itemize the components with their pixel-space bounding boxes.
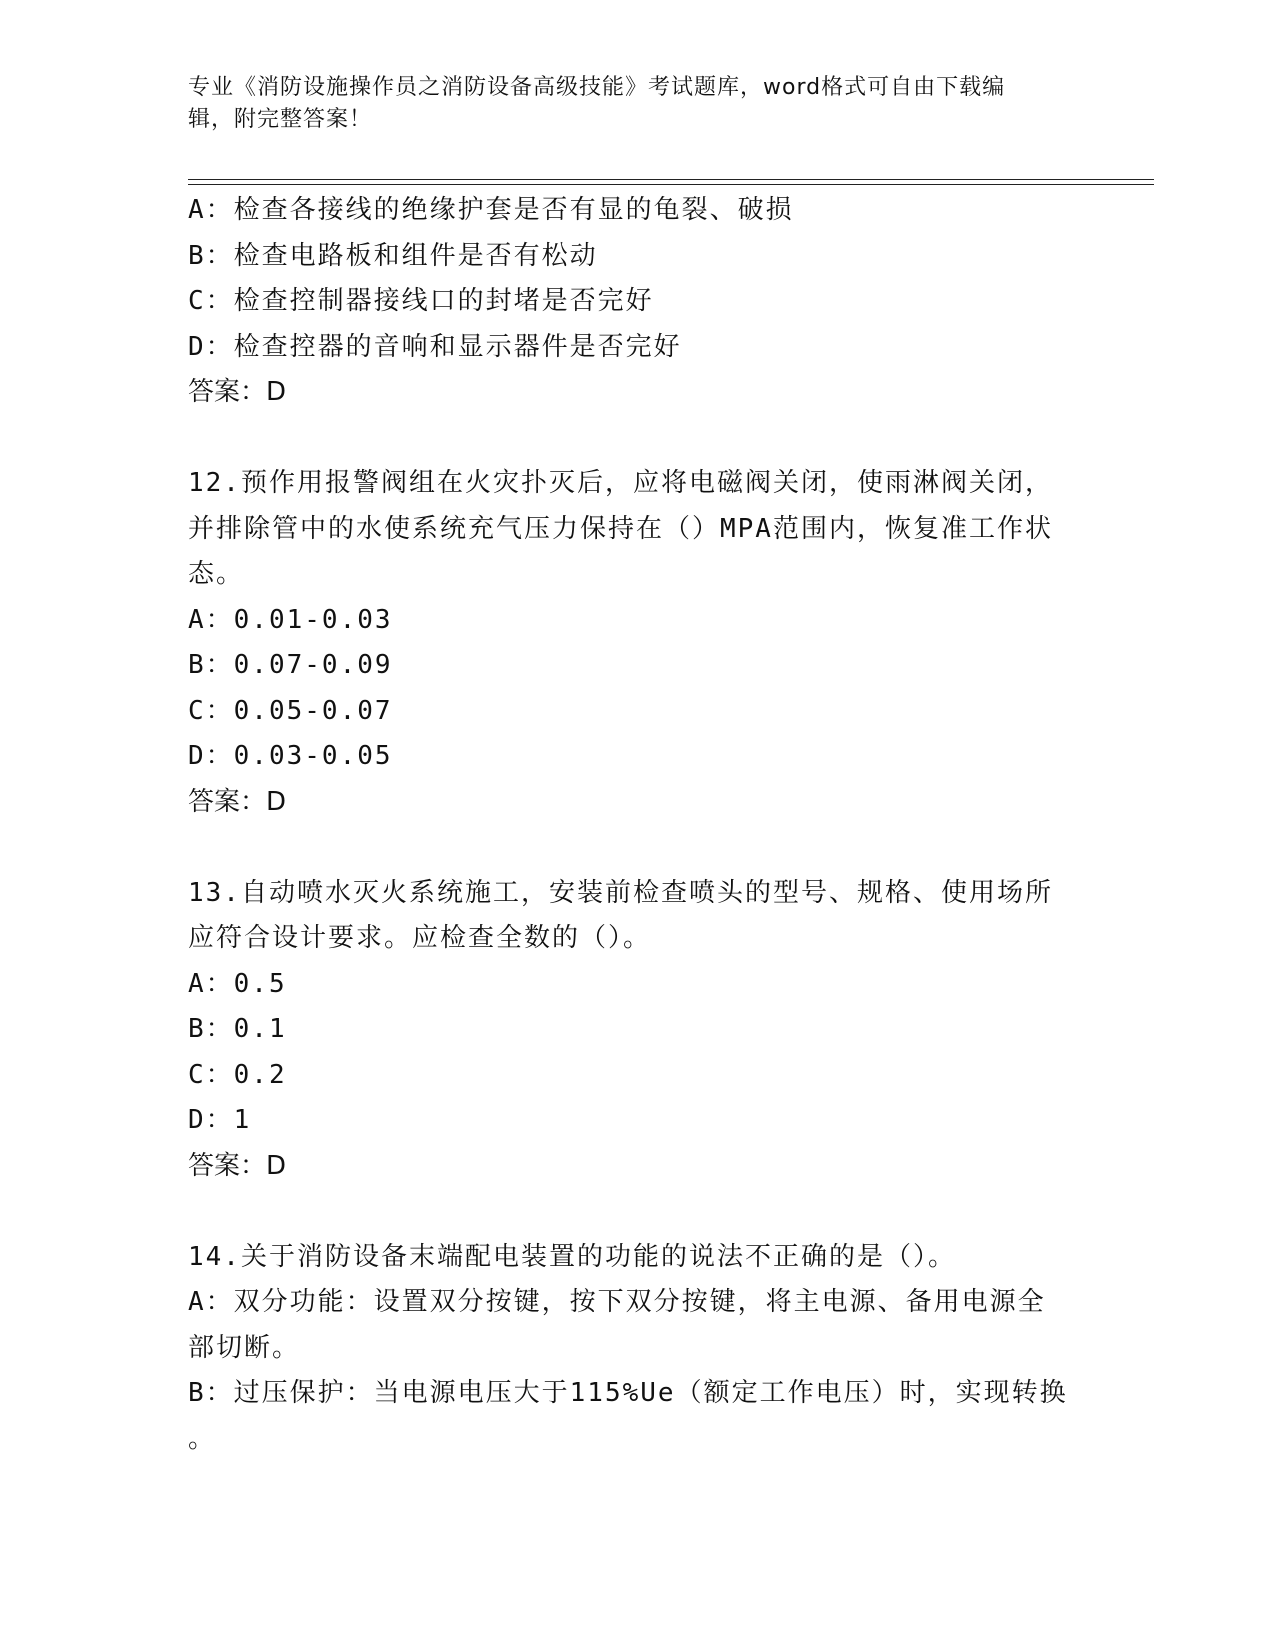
q12-stem-line-1: 12.预作用报警阀组在火灾扑灭后，应将电磁阀关闭，使雨淋阀关闭， xyxy=(188,468,1053,498)
header-divider-bottom xyxy=(188,184,1154,185)
q13-option-b: B：0.1 xyxy=(188,1014,287,1044)
q11-option-c: C：检查控制器接线口的封堵是否完好 xyxy=(188,286,654,316)
q14-option-b-cont: 。 xyxy=(188,1423,217,1454)
document-header xyxy=(188,72,1068,136)
q12-option-a: A：0.01-0.03 xyxy=(188,604,393,635)
spacer xyxy=(188,1189,1088,1235)
q11-option-d: D：检查控器的音响和显示器件是否完好 xyxy=(188,331,682,362)
header-divider-top xyxy=(188,179,1154,180)
spacer xyxy=(188,416,1088,462)
q13-option-a: A：0.5 xyxy=(188,968,287,999)
question-14-block xyxy=(188,1235,1088,1463)
q14-option-b: B：过压保护：当电源电压大于115%Ue（额定工作电压）时，实现转换 xyxy=(188,1378,1068,1408)
q13-option-c: C：0.2 xyxy=(188,1059,287,1090)
q12-answer: 答案：D xyxy=(188,786,287,817)
question-12-block xyxy=(188,461,1088,825)
q11-option-b: B：检查电路板和组件是否有松动 xyxy=(188,240,598,271)
header-line-2: 辑，附完整答案！ xyxy=(188,107,373,132)
q11-option-a: A：检查各接线的绝缘护套是否有显的龟裂、破损 xyxy=(188,195,794,225)
q13-stem-line-1: 13.自动喷水灭火系统施工，安装前检查喷头的型号、规格、使用场所 xyxy=(188,877,1053,908)
q13-answer: 答案：D xyxy=(188,1150,287,1181)
q12-option-d: D：0.03-0.05 xyxy=(188,741,393,771)
q12-option-c: C：0.05-0.07 xyxy=(188,695,393,726)
q14-option-a-cont: 部切断。 xyxy=(188,1332,301,1363)
q12-stem-line-2: 并排除管中的水使系统充气压力保持在（）MPA范围内，恢复准工作状 xyxy=(188,513,1053,544)
question-content xyxy=(188,188,1088,1462)
q14-stem-line-1: 14.关于消防设备末端配电装置的功能的说法不正确的是（）。 xyxy=(188,1241,956,1272)
q12-stem-line-3: 态。 xyxy=(188,559,245,589)
question-13-block xyxy=(188,871,1088,1190)
q14-option-a: A：双分功能：设置双分按键，按下双分按键，将主电源、备用电源全 xyxy=(188,1287,1046,1317)
header-line-1: 专业《消防设施操作员之消防设备高级技能》考试题库，word格式可自由下载编 xyxy=(188,75,1006,100)
question-11-block xyxy=(188,188,1088,416)
q13-option-d: D：1 xyxy=(188,1105,252,1135)
q12-option-b: B：0.07-0.09 xyxy=(188,650,393,680)
q11-answer: 答案：D xyxy=(188,377,287,407)
q13-stem-line-2: 应符合设计要求。应检查全数的（）。 xyxy=(188,923,652,953)
spacer xyxy=(188,825,1088,871)
